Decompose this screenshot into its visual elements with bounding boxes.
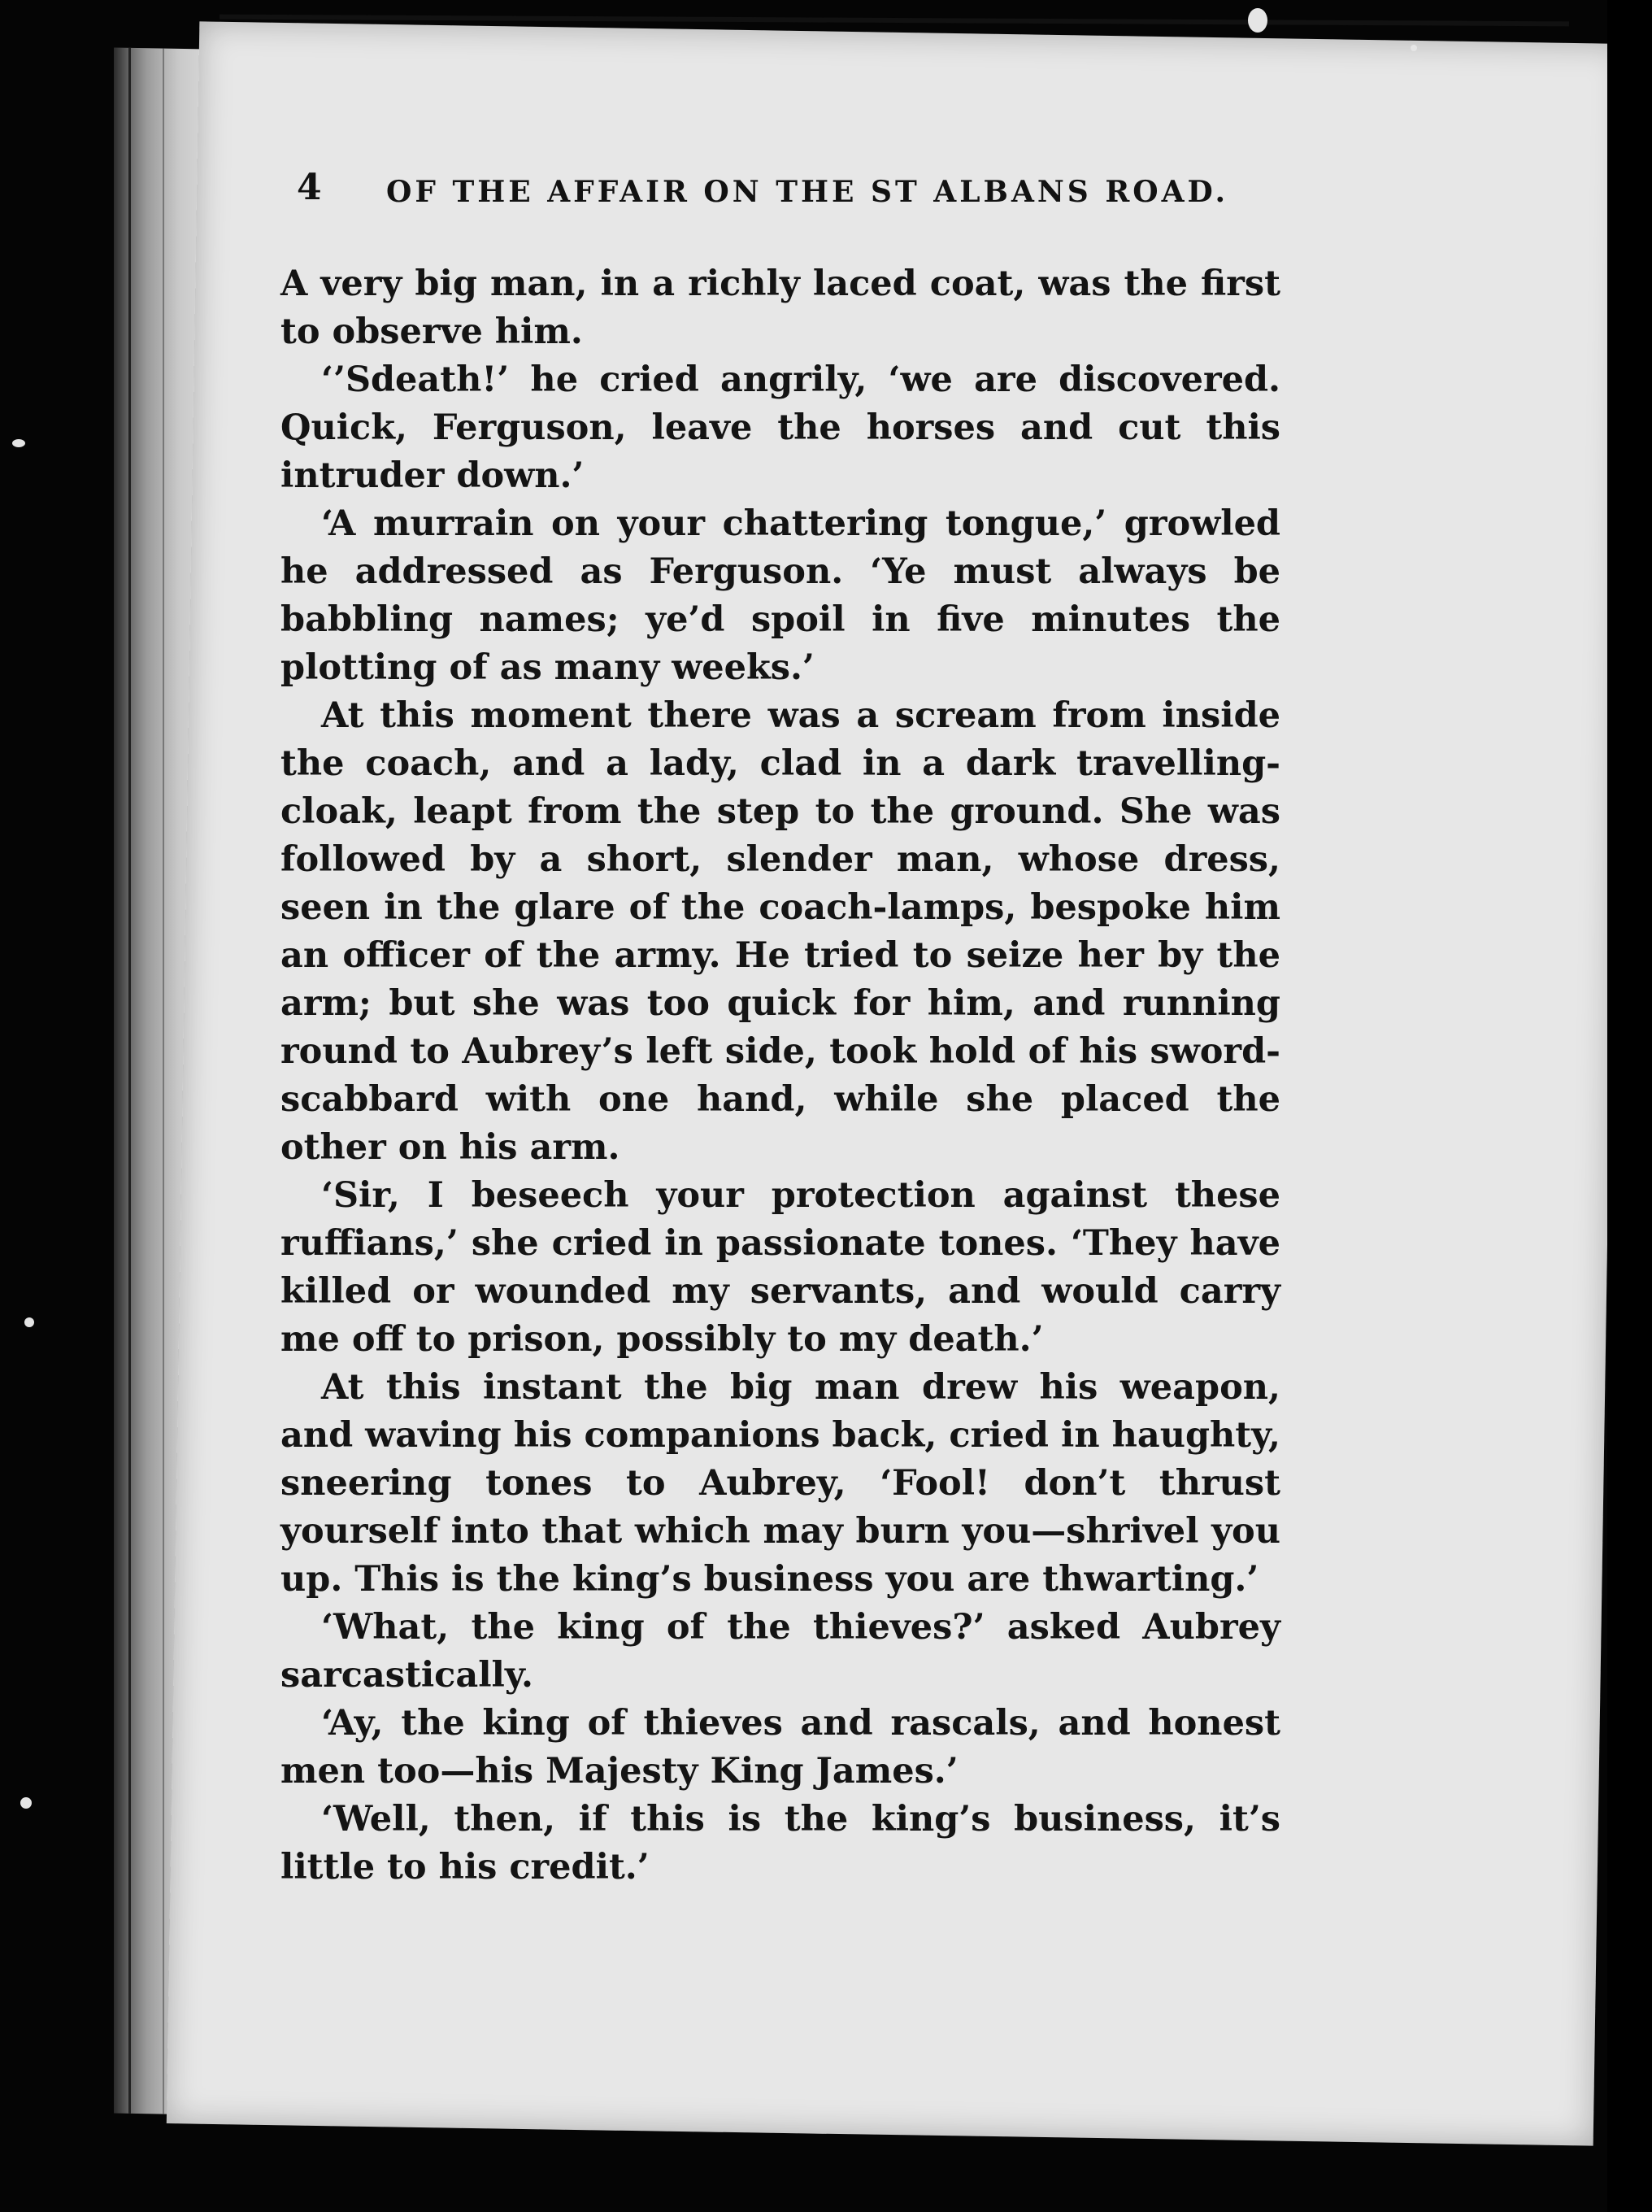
paragraph: ‘Sir, I beseech your protection against these ruffians,’ she cried in passionate tones. ‘They have killed or wounded my servants, and would carry me off to prison, possibly to my death.’ <box>280 1175 1280 1360</box>
paragraph: At this instant the big man drew his weapon, and waving his companions back, cried in haughty, sneering tones to Aubrey, ‘Fool! don’t thrust yourself into that which may burn you—shrivel you up. This is the king’s business you are thwarting.’ <box>280 1367 1280 1600</box>
body-text <box>280 260 1280 1892</box>
paragraph: ‘Ay, the king of thieves and rascals, and honest men too—his Majesty King James.’ <box>280 1703 1280 1792</box>
scan-speck <box>1248 8 1267 33</box>
paragraph: ‘A murrain on your chattering tongue,’ growled he addressed as Ferguson. ‘Ye must always be babbling names; ye’d spoil in five minutes the plotting of as many weeks.’ <box>280 503 1280 688</box>
paragraph: ‘What, the king of the thieves?’ asked Aubrey sarcastically. <box>280 1607 1280 1696</box>
running-head: OF THE AFFAIR ON THE ST ALBANS ROAD. <box>386 175 1229 209</box>
scan-speck <box>20 1797 32 1809</box>
paragraph: ‘’Sdeath!’ he cried angrily, ‘we are discovered. Quick, Ferguson, leave the horses and cut this intruder down.’ <box>280 359 1280 496</box>
page-number: 4 <box>297 167 322 208</box>
right-margin-shadow <box>1607 0 1652 2212</box>
scan-speck <box>1411 45 1417 51</box>
scan-speck <box>24 1317 34 1327</box>
paragraph: At this moment there was a scream from inside the coach, and a lady, clad in a dark travelling-cloak, leapt from the step to the ground. She was followed by a short, slender man, whose dress, seen in the glare of the coach-lamps, bespoke him an officer of the army. He tried to seize her by the arm; but she was too quick for him, and running round to Aubrey’s left side, took hold of his sword-scabbard with one hand, while she placed the other on his arm. <box>280 695 1280 1168</box>
paragraph: A very big man, in a richly laced coat, was the first to observe him. <box>280 263 1280 352</box>
paragraph: ‘Well, then, if this is the king’s business, it’s little to his credit.’ <box>280 1799 1280 1888</box>
page-header <box>297 167 1354 224</box>
scan-speck <box>12 439 25 447</box>
